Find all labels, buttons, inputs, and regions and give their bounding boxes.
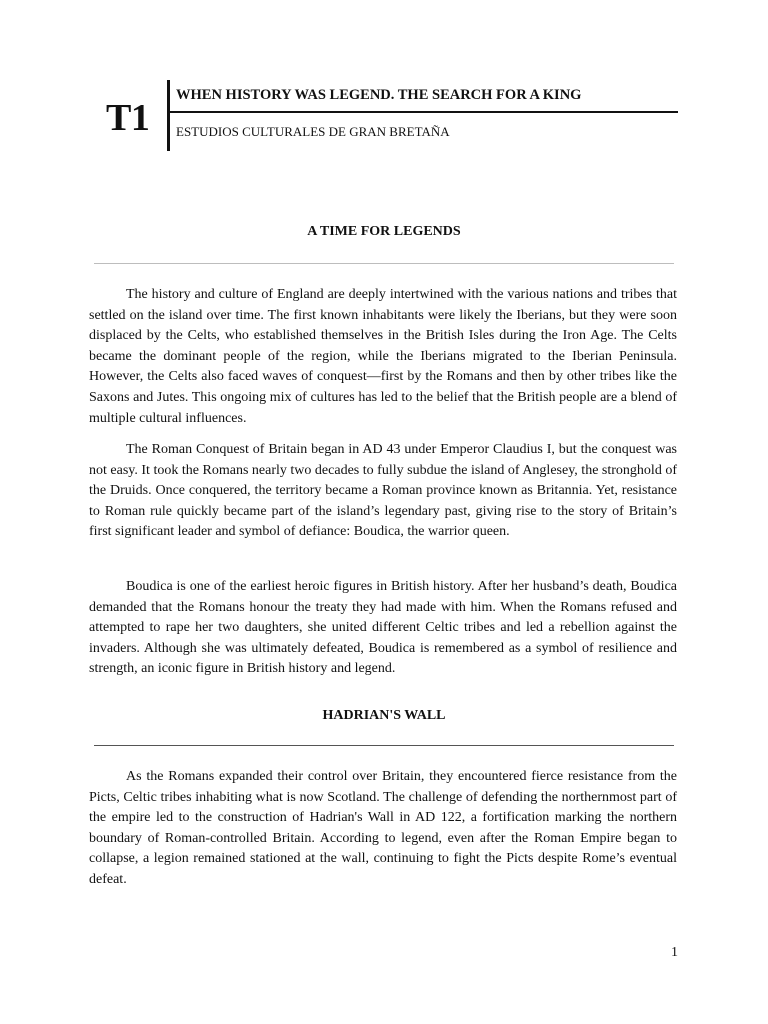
header-vertical-rule xyxy=(167,80,170,151)
section-heading-legends: A TIME FOR LEGENDS xyxy=(307,224,461,239)
section-divider xyxy=(94,745,674,746)
header-horizontal-rule xyxy=(170,111,678,113)
document-header xyxy=(0,0,768,160)
page-number: 1 xyxy=(671,945,678,960)
paragraph: The Roman Conquest of Britain began in AD 43 under Emperor Claudius I, but the conquest was not easy. It took the Romans nearly two decades to fully subdue the island of Anglesey, the stronghold of the Druids. Once conquered, the territory became a Roman province known as Britannia. Yet, resistance to Roman rule quickly became part of the island’s legendary past, giving rise to the story of Britain’s first significant leader and symbol of defiance: Boudica, the warrior queen. xyxy=(89,442,677,540)
paragraph: Boudica is one of the earliest heroic figures in British history. After her husband’s death, Boudica demanded that the Romans honour the treaty they had made with him. When the Romans refused and attempted to rape her two daughters, she united different Celtic tribes and led a rebellion against the invaders. Although she was ultimately defeated, Boudica is remembered as a symbol of resilience and strength, an iconic figure in British history and legend. xyxy=(89,579,677,677)
unit-code: T1 xyxy=(106,97,150,139)
section-divider xyxy=(94,263,674,264)
document-title: WHEN HISTORY WAS LEGEND. THE SEARCH FOR A KING xyxy=(176,87,582,103)
paragraph: As the Romans expanded their control over Britain, they encountered fierce resistance from the Picts, Celtic tribes inhabiting what is now Scotland. The challenge of defending the northernmost part of the empire led to the construction of Hadrian's Wall in AD 122, a fortification marking the northern boundary of Roman-controlled Britain. According to legend, even after the Roman Empire began to collapse, a legion remained stationed at the wall, continuing to fight the Picts despite Rome’s eventual defeat. xyxy=(89,769,677,887)
section-heading-hadrians-wall: HADRIAN'S WALL xyxy=(322,708,446,723)
paragraph: The history and culture of England are deeply intertwined with the various nations and tribes that settled on the island over time. The first known inhabitants were likely the Iberians, but they were soon displaced by the Celts, who established themselves in the British Isles during the Iron Age. The Celts became the dominant people of the region, while the Iberians migrated to the Iberian Peninsula. However, the Celts also faced waves of conquest—first by the Romans and then by other tribes like the Saxons and Jutes. This ongoing mix of cultures has led to the belief that the British people are a blend of multiple cultural influences. xyxy=(89,287,677,426)
document-subtitle: ESTUDIOS CULTURALES DE GRAN BRETAÑA xyxy=(176,124,450,139)
